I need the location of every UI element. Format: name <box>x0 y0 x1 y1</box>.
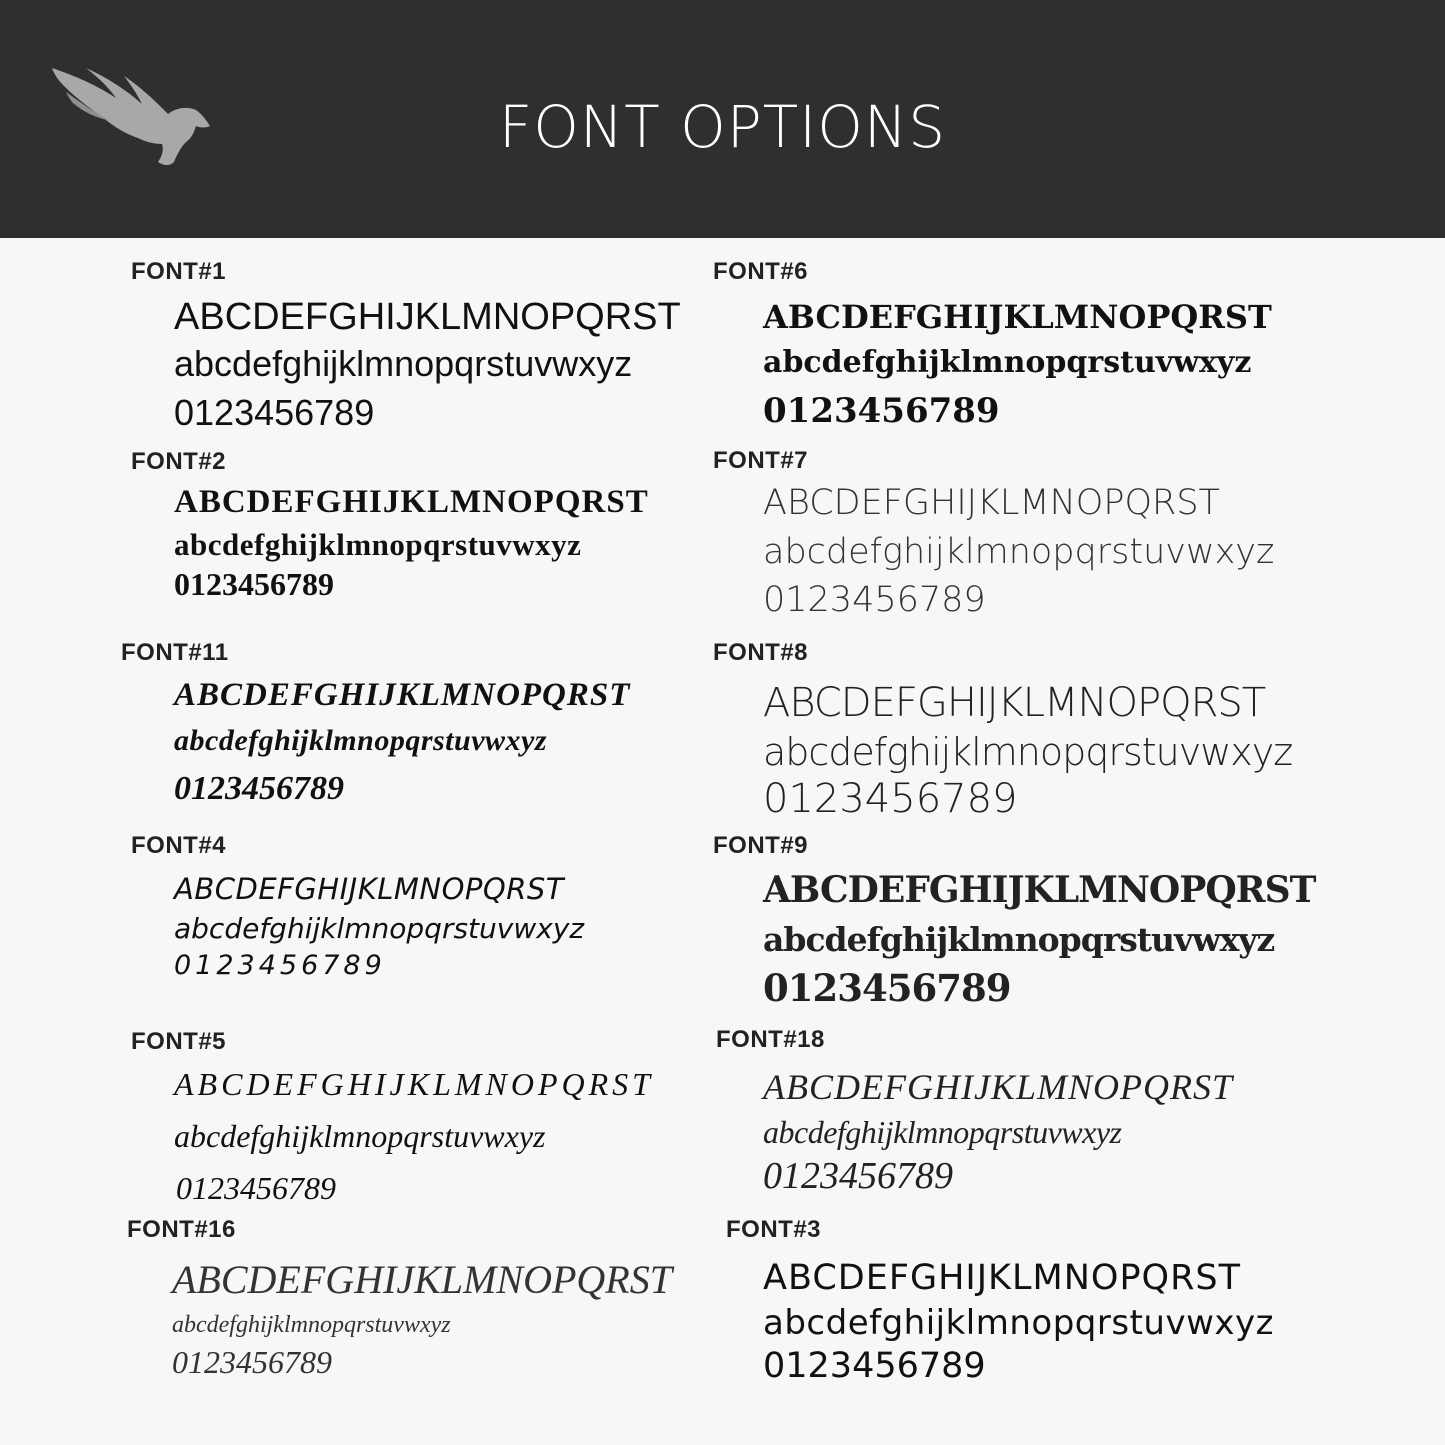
font-5-uppercase: ABCDEFGHIJKLMNOPQRST <box>174 1066 654 1102</box>
font-18-lowercase: abcdefghijklmnopqrstuvwxyz <box>763 1114 1122 1150</box>
font-9-uppercase: ABCDEFGHIJKLMNOPQRST <box>763 869 1316 911</box>
font-4-lowercase: abcdefghijklmnopqrstuvwxyz <box>174 912 585 945</box>
font-11-digits: 0123456789 <box>174 770 344 807</box>
font-1-uppercase: ABCDEFGHIJKLMNOPQRST <box>174 296 681 338</box>
font-3-label: FONT#3 <box>726 1216 822 1243</box>
font-6-digits: 0123456789 <box>763 391 1000 431</box>
font-9-lowercase: abcdefghijklmnopqrstuvwxyz <box>763 920 1275 959</box>
font-6-lowercase: abcdefghijklmnopqrstuvwxyz <box>763 345 1252 380</box>
font-4-label: FONT#4 <box>131 832 227 859</box>
font-18-uppercase: ABCDEFGHIJKLMNOPQRST <box>763 1067 1233 1107</box>
font-1-label: FONT#1 <box>131 258 227 285</box>
font-7-lowercase: abcdefghijklmnopqrstuvwxyz <box>763 532 1275 572</box>
font-2-label: FONT#2 <box>131 448 227 475</box>
font-3-lowercase: abcdefghijklmnopqrstuvwxyz <box>763 1303 1274 1343</box>
font-1-digits: 0123456789 <box>174 392 375 433</box>
page-title: FONT OPTIONS <box>498 93 947 161</box>
font-8-uppercase: ABCDEFGHIJKLMNOPQRST <box>763 680 1266 726</box>
font-8-lowercase: abcdefghijklmnopqrstuvwxyz <box>763 730 1293 774</box>
font-16-uppercase: ABCDEFGHIJKLMNOPQRST <box>172 1257 672 1302</box>
font-11-uppercase: ABCDEFGHIJKLMNOPQRST <box>174 677 631 713</box>
font-3-digits: 0123456789 <box>763 1346 986 1386</box>
font-2-digits: 0123456789 <box>174 566 334 602</box>
font-7-uppercase: ABCDEFGHIJKLMNOPQRST <box>763 483 1220 523</box>
font-9-label: FONT#9 <box>713 832 809 859</box>
font-7-digits: 0123456789 <box>763 580 986 620</box>
font-1-lowercase: abcdefghijklmnopqrstuvwxyz <box>174 343 633 384</box>
font-2-lowercase: abcdefghijklmnopqrstuvwxyz <box>174 527 582 562</box>
font-5-lowercase: abcdefghijklmnopqrstuvwxyz <box>174 1118 546 1154</box>
font-8-digits: 0123456789 <box>763 776 1018 822</box>
font-7-label: FONT#7 <box>713 447 809 474</box>
font-4-digits: 0123456789 <box>174 950 386 981</box>
font-6-label: FONT#6 <box>713 258 809 285</box>
font-11-lowercase: abcdefghijklmnopqrstuvwxyz <box>174 724 548 757</box>
font-6-uppercase: ABCDEFGHIJKLMNOPQRST <box>763 298 1272 336</box>
font-2-uppercase: ABCDEFGHIJKLMNOPQRST <box>174 484 649 520</box>
font-16-lowercase: abcdefghijklmnopqrstuvwxyz <box>172 1312 451 1338</box>
font-9-digits: 0123456789 <box>763 966 1011 1010</box>
font-18-label: FONT#18 <box>716 1026 825 1053</box>
font-18-digits: 0123456789 <box>763 1155 953 1197</box>
font-3-uppercase: ABCDEFGHIJKLMNOPQRST <box>763 1258 1242 1298</box>
font-16-label: FONT#16 <box>127 1216 236 1243</box>
header-bar <box>0 0 1445 238</box>
font-4-uppercase: ABCDEFGHIJKLMNOPQRST <box>174 872 565 906</box>
font-5-digits: 0123456789 <box>176 1170 336 1206</box>
font-11-label: FONT#11 <box>121 639 229 666</box>
font-5-label: FONT#5 <box>131 1028 227 1055</box>
font-16-digits: 0123456789 <box>172 1344 332 1380</box>
font-8-label: FONT#8 <box>713 639 809 666</box>
